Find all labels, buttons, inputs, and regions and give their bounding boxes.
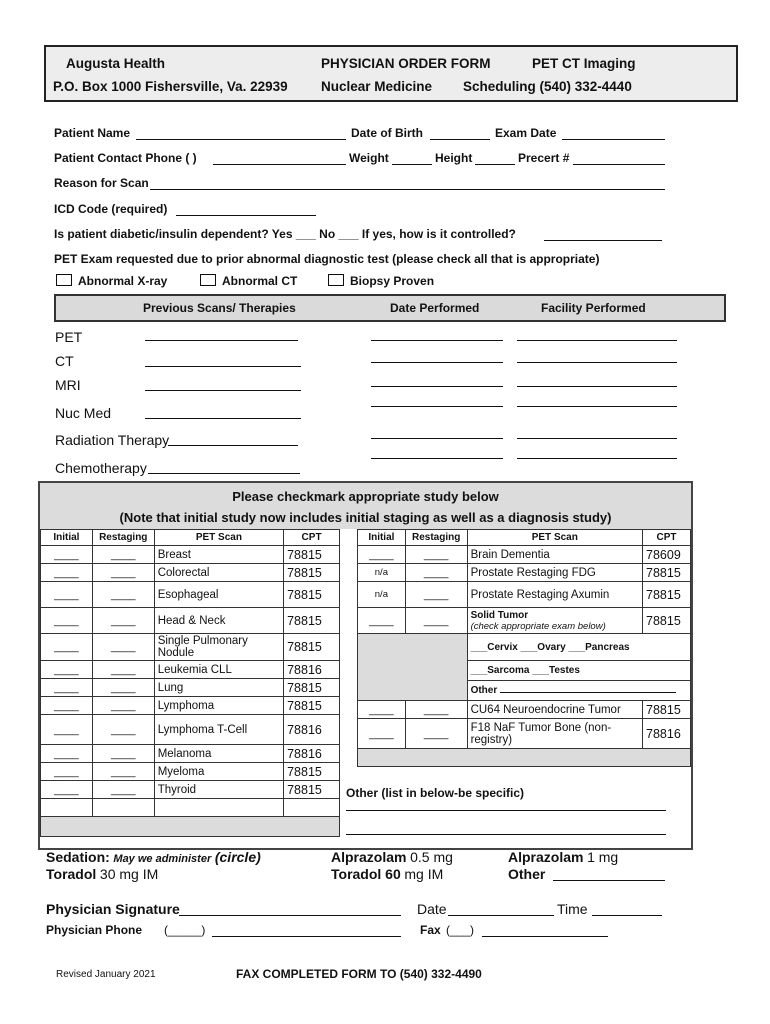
fax-area[interactable]: (___)	[446, 923, 475, 937]
date-field[interactable]	[371, 406, 503, 407]
restaging-check[interactable]: ____	[405, 582, 467, 608]
table-row	[41, 634, 340, 661]
solid-opts-1: ___Cervix ___Ovary ___Pancreas	[467, 634, 690, 661]
cpt-code: 78815	[284, 564, 340, 582]
cpt-code: 78815	[643, 701, 691, 719]
form-title: PHYSICIAN ORDER FORM	[321, 56, 491, 71]
prev-radiation-label: Radiation Therapy	[55, 432, 170, 448]
date-field[interactable]	[371, 438, 503, 439]
restaging-check[interactable]: ____	[92, 679, 154, 697]
org-name: Augusta Health	[66, 56, 166, 71]
prev-mri-label: MRI	[55, 377, 81, 393]
department: Nuclear Medicine	[321, 79, 433, 94]
check-biopsy-proven[interactable]: Biopsy Proven	[328, 274, 434, 288]
table-row	[41, 697, 340, 715]
cpt-code: 78815	[643, 582, 691, 608]
physician-signature-field[interactable]	[179, 915, 401, 916]
phone-label: Patient Contact Phone ( )	[54, 151, 197, 165]
initial-check[interactable]: ____	[41, 715, 93, 745]
date-label: Date	[417, 901, 447, 917]
initial-check[interactable]: ____	[41, 634, 93, 661]
other-list-field-2[interactable]	[346, 834, 666, 835]
physician-phone-label: Physician Phone	[46, 923, 143, 937]
reason-label: Reason for Scan	[54, 176, 149, 190]
restaging-check[interactable]: ____	[405, 701, 467, 719]
weight-label: Weight	[349, 151, 389, 165]
scan-name: Esophageal	[154, 582, 283, 608]
table-row	[41, 763, 340, 781]
height-label: Height	[435, 151, 473, 165]
scan-name: Melanoma	[154, 745, 283, 763]
other-list-label: Other (list in below-be specific)	[346, 786, 525, 800]
prev-nucmed-label: Nuc Med	[55, 405, 112, 421]
scan-name: Head & Neck	[154, 608, 283, 634]
initial-check[interactable]: ____	[41, 564, 93, 582]
table-row	[41, 582, 340, 608]
cpt-code: 78815	[643, 608, 691, 634]
checkbox[interactable]	[200, 274, 216, 286]
table-row	[41, 715, 340, 745]
restaging-check[interactable]: ____	[92, 546, 154, 564]
scan-name: F18 NaF Tumor Bone (non-registry)	[467, 719, 642, 749]
cpt-code: 78609	[643, 546, 691, 564]
exam-date-label: Exam Date	[495, 126, 557, 140]
facility-field[interactable]	[517, 340, 677, 341]
table-row	[358, 564, 691, 582]
table-row	[41, 564, 340, 582]
physician-phone-area[interactable]: (_____)	[164, 923, 206, 937]
right-study-table: Initial Restaging PET Scan CPT ____ ____ Brain Dementia 78609 n/a ____ Prostate Restaging FDG 78815 n/a ____ Prostate Restaging Axumin 78815 ____ ____ Solid Tumor (check appropriate exam below) 78815 ___Cervix ___Ovary ___Pancreas ___Sarcoma ___Testes Other ____ ____ CU64 Neuroendocrine Tumor 78815 ____ ____ F18 NaF Tumor Bone (non-registry) 78816	[357, 529, 691, 767]
table-row	[358, 546, 691, 564]
org-address: P.O. Box 1000 Fishersville, Va. 22939	[53, 79, 288, 94]
cpt-code: 78815	[284, 763, 340, 781]
study-header	[40, 483, 691, 529]
facility-field[interactable]	[517, 362, 677, 363]
scan-name: Lung	[154, 679, 283, 697]
scan-name: Lymphoma T-Cell	[154, 715, 283, 745]
other-list-field-1[interactable]	[346, 810, 666, 811]
restaging-check[interactable]: ____	[92, 697, 154, 715]
time-label: Time	[557, 901, 588, 917]
restaging-check[interactable]: ____	[92, 745, 154, 763]
study-note: (Note that initial study now includes initial staging as well as a diagnosis study)	[119, 510, 612, 525]
modality: PET CT Imaging	[532, 56, 636, 71]
scan-name: Leukemia CLL	[154, 661, 283, 679]
fax-label: Fax	[420, 923, 441, 937]
restaging-check[interactable]: ____	[92, 634, 154, 661]
prev-mri-field[interactable]	[145, 390, 301, 391]
table-row	[358, 719, 691, 749]
initial-check[interactable]: ____	[41, 745, 93, 763]
initial-check[interactable]: ____	[41, 582, 93, 608]
cpt-code: 78815	[284, 582, 340, 608]
diabetic-control-field[interactable]	[544, 240, 662, 241]
cpt-code: 78816	[284, 661, 340, 679]
height-field[interactable]	[475, 164, 515, 165]
check-abnormal-ct[interactable]: Abnormal CT	[200, 274, 297, 288]
restaging-check[interactable]: ____	[92, 715, 154, 745]
initial-na: n/a	[358, 582, 406, 608]
study-selection-box	[38, 481, 693, 850]
cpt-code: 78815	[284, 781, 340, 799]
scan-name: Breast	[154, 546, 283, 564]
precert-field[interactable]	[573, 164, 665, 165]
prev-ct-label: CT	[55, 353, 74, 369]
restaging-check[interactable]: ____	[405, 719, 467, 749]
scan-name: Prostate Restaging FDG	[467, 564, 642, 582]
scan-name: Thyroid	[154, 781, 283, 799]
restaging-check[interactable]: ____	[92, 564, 154, 582]
patient-name-label: Patient Name	[54, 126, 131, 140]
date-field[interactable]	[371, 340, 503, 341]
prev-radiation-field[interactable]	[168, 445, 298, 446]
prev-chemo-label: Chemotherapy	[55, 460, 147, 476]
revised-date: Revised January 2021	[56, 969, 156, 980]
prev-pet-label: PET	[55, 329, 83, 345]
initial-check[interactable]: ____	[358, 546, 406, 564]
cpt-code: 78815	[284, 546, 340, 564]
table-row	[41, 661, 340, 679]
pet-requested-text: PET Exam requested due to prior abnormal diagnostic test (please check all that is appropriate)	[54, 252, 600, 266]
initial-check[interactable]: ____	[358, 719, 406, 749]
restaging-check[interactable]: ____	[405, 564, 467, 582]
initial-check[interactable]: ____	[358, 608, 406, 634]
cpt-code: 78816	[284, 715, 340, 745]
solid-tumor: Solid Tumor (check appropriate exam below)	[467, 608, 642, 634]
cpt-code: 78815	[284, 634, 340, 661]
diabetic-question: Is patient diabetic/insulin dependent? Yes ___ No ___ If yes, how is it controlled?	[54, 227, 516, 241]
restaging-check[interactable]: ____	[405, 546, 467, 564]
initial-check[interactable]: ____	[41, 697, 93, 715]
icd-field[interactable]	[176, 215, 316, 216]
cpt-code: 78815	[643, 564, 691, 582]
physician-signature-label: Physician Signature	[46, 901, 180, 917]
patient-name-field[interactable]	[136, 139, 346, 140]
scan-name: Lymphoma	[154, 697, 283, 715]
scan-name: Colorectal	[154, 564, 283, 582]
initial-na: n/a	[358, 564, 406, 582]
initial-check[interactable]: ____	[41, 763, 93, 781]
sedation-line: Sedation: May we administer (circle)	[46, 849, 261, 865]
physician-phone-field[interactable]	[212, 936, 401, 937]
restaging-check[interactable]: ____	[92, 763, 154, 781]
initial-check[interactable]: ____	[41, 679, 93, 697]
initial-check[interactable]: ____	[41, 546, 93, 564]
icd-label: ICD Code (required)	[54, 202, 168, 216]
prev-nucmed-field[interactable]	[145, 418, 301, 419]
scan-name: Prostate Restaging Axumin	[467, 582, 642, 608]
toradol-30[interactable]: Toradol 30 mg IM	[46, 866, 159, 882]
facility-field[interactable]	[517, 438, 677, 439]
other-med-label: Other	[508, 866, 546, 882]
check-abnormal-xray[interactable]: Abnormal X-ray	[56, 274, 167, 288]
restaging-check[interactable]: ____	[92, 608, 154, 634]
reason-field[interactable]	[150, 189, 665, 190]
initial-check[interactable]: ____	[358, 701, 406, 719]
prev-ct-field[interactable]	[145, 366, 301, 367]
table-row	[41, 781, 340, 799]
toradol-60[interactable]: Toradol 60 mg IM	[331, 866, 444, 882]
fax-field[interactable]	[482, 936, 608, 937]
table-row	[41, 679, 340, 697]
form-header	[44, 45, 738, 102]
sign-date-field[interactable]	[448, 915, 554, 916]
table-row	[358, 608, 691, 634]
other-med-field[interactable]	[553, 880, 665, 881]
left-study-table: Initial Restaging PET Scan CPT ____ ____ Breast 78815 ____ ____ Colorectal 78815 ____ ____ Esophageal 78815 ____ ____ Head & Neck 78815 ____ ____ Single Pulmonary Nodule 78815 ____ ____ Leukemia CLL 78816 ____ ____ Lung 78815 ____ ____ Lymphoma 78815 ____ ____ Lymphoma T-Cell 78816 ____ ____ Melanoma 78816 ____ ____ Myeloma 78815 ____ ____ Thyroid 78815	[40, 529, 340, 837]
checkbox[interactable]	[56, 274, 72, 286]
prev-chemo-field[interactable]	[148, 473, 300, 474]
solid-other: Other	[467, 681, 690, 701]
cpt-code: 78815	[284, 679, 340, 697]
sign-time-field[interactable]	[592, 915, 662, 916]
alprazolam-05[interactable]: Alprazolam 0.5 mg	[331, 849, 453, 865]
fax-instruction: FAX COMPLETED FORM TO (540) 332-4490	[236, 967, 482, 981]
exam-date-field[interactable]	[562, 139, 665, 140]
solid-other-field[interactable]	[500, 692, 676, 693]
table-row	[358, 701, 691, 719]
scan-name: Brain Dementia	[467, 546, 642, 564]
prev-pet-field[interactable]	[145, 340, 298, 341]
facility-field[interactable]	[517, 458, 677, 459]
facility-field[interactable]	[517, 406, 677, 407]
phone-field[interactable]	[213, 164, 346, 165]
table-row	[358, 582, 691, 608]
cpt-code: 78816	[643, 719, 691, 749]
initial-check[interactable]: ____	[41, 608, 93, 634]
restaging-check[interactable]: ____	[405, 608, 467, 634]
facility-field[interactable]	[517, 386, 677, 387]
table-row	[41, 745, 340, 763]
precert-label: Precert #	[518, 151, 570, 165]
dob-field[interactable]	[430, 139, 490, 140]
scan-name: CU64 Neuroendocrine Tumor	[467, 701, 642, 719]
restaging-check[interactable]: ____	[92, 582, 154, 608]
solid-opts-2: ___Sarcoma ___Testes	[467, 661, 690, 681]
restaging-check[interactable]: ____	[92, 781, 154, 799]
cpt-code: 78815	[284, 608, 340, 634]
initial-check[interactable]: ____	[41, 781, 93, 799]
scan-name: Myeloma	[154, 763, 283, 781]
table-row	[41, 608, 340, 634]
checkbox[interactable]	[328, 274, 344, 286]
previous-scans-header: Previous Scans/ Therapies Date Performed Facility Performed	[54, 294, 726, 322]
date-field[interactable]	[371, 386, 503, 387]
scheduling-phone: Scheduling (540) 332-4440	[463, 79, 632, 94]
cpt-code: 78815	[284, 697, 340, 715]
restaging-check[interactable]: ____	[92, 661, 154, 679]
date-field[interactable]	[371, 458, 503, 459]
initial-check[interactable]: ____	[41, 661, 93, 679]
alprazolam-1[interactable]: Alprazolam 1 mg	[508, 849, 619, 865]
dob-label: Date of Birth	[351, 126, 423, 140]
scan-name: Single Pulmonary Nodule	[154, 634, 283, 661]
date-field[interactable]	[371, 362, 503, 363]
study-title: Please checkmark appropriate study below	[232, 489, 499, 504]
table-row	[41, 546, 340, 564]
weight-field[interactable]	[392, 164, 432, 165]
cpt-code: 78816	[284, 745, 340, 763]
